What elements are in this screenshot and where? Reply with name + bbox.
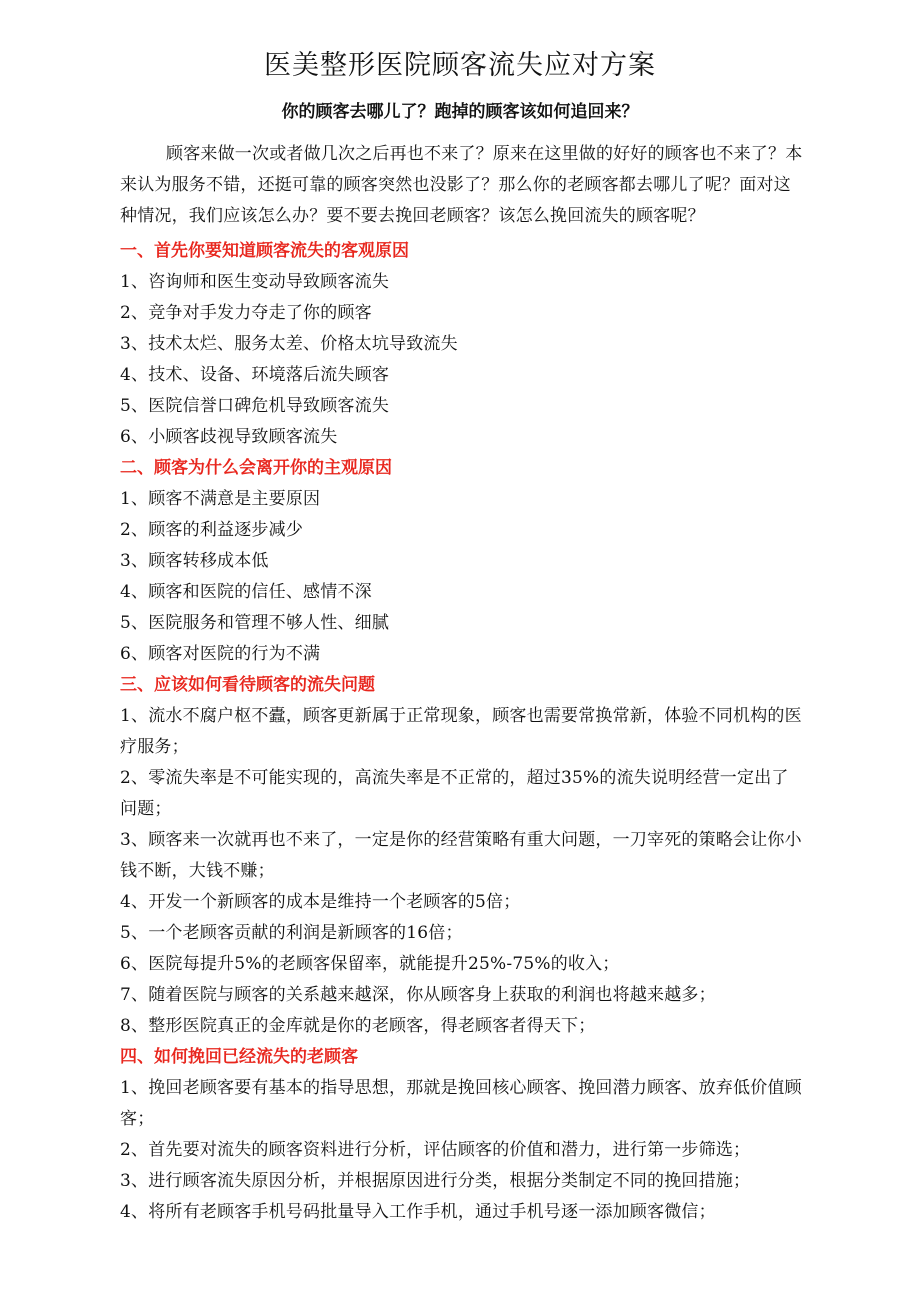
- list-item: 2、零流失率是不可能实现的，高流失率是不正常的，超过35%的流失说明经营一定出了问题；: [120, 768, 789, 819]
- section-win-back-customers: [120, 1042, 804, 1228]
- list-item: 5、一个老顾客贡献的利润是新顾客的16倍；: [120, 923, 463, 943]
- list-item: 8、整形医院真正的金库就是你的老顾客，得老顾客者得天下；: [120, 1016, 596, 1036]
- list-item: 6、医院每提升5%的老顾客保留率，就能提升25%-75%的收入；: [120, 954, 620, 974]
- list-item: 5、医院服务和管理不够人性、细腻: [120, 613, 390, 633]
- section-heading: 四、如何挽回已经流失的老顾客: [120, 1047, 358, 1067]
- list-item: 2、首先要对流失的顾客资料进行分析，评估顾客的价值和潜力，进行第一步筛选；: [120, 1140, 751, 1160]
- list-item: 6、顾客对医院的行为不满: [120, 644, 321, 664]
- document-body: [120, 139, 804, 1228]
- list-item: 3、顾客来一次就再也不来了，一定是你的经营策略有重大问题，一刀宰死的策略会让你小钱不断，大钱不赚；: [120, 830, 802, 881]
- intro-paragraph: 顾客来做一次或者做几次之后再也不来了？原来在这里做的好好的顾客也不来了？本来认为服务不错，还挺可靠的顾客突然也没影了？那么你的老顾客都去哪儿了呢？面对这种情况，我们应该怎么办？要不要去挽回老顾客？该怎么挽回流失的顾客呢？: [120, 144, 803, 226]
- list-item: 4、开发一个新顾客的成本是维持一个老顾客的5倍；: [120, 892, 521, 912]
- list-item: 2、顾客的利益逐步减少: [120, 520, 304, 540]
- list-item: 3、进行顾客流失原因分析，并根据原因进行分类，根据分类制定不同的挽回措施；: [120, 1171, 751, 1191]
- list-item: 3、顾客转移成本低: [120, 551, 269, 571]
- section-heading: 一、首先你要知道顾客流失的客观原因: [120, 241, 409, 261]
- document-subtitle: 你的顾客去哪儿了？跑掉的顾客该如何追回来？: [281, 102, 639, 122]
- document-title: 医美整形医院顾客流失应对方案: [264, 50, 656, 81]
- list-item: 4、将所有老顾客手机号码批量导入工作手机，通过手机号逐一添加顾客微信；: [120, 1202, 716, 1222]
- list-item: 5、医院信誉口碑危机导致顾客流失: [120, 396, 390, 416]
- list-item: 4、顾客和医院的信任、感情不深: [120, 582, 372, 602]
- list-item: 1、挽回老顾客要有基本的指导思想，那就是挽回核心顾客、挽回潜力顾客、放弃低价值顾客；: [120, 1078, 802, 1129]
- section-heading: 三、应该如何看待顾客的流失问题: [120, 675, 375, 695]
- list-item: 2、竞争对手发力夺走了你的顾客: [120, 303, 372, 323]
- section-subjective-causes: [120, 453, 804, 670]
- list-item: 1、流水不腐户枢不蠹，顾客更新属于正常现象，顾客也需要常换常新，体验不同机构的医疗服务；: [120, 706, 802, 757]
- list-item: 3、技术太烂、服务太差、价格太坑导致流失: [120, 334, 458, 354]
- section-heading: 二、顾客为什么会离开你的主观原因: [120, 458, 392, 478]
- list-item: 1、咨询师和医生变动导致顾客流失: [120, 272, 390, 292]
- list-item: 7、随着医院与顾客的关系越来越深，你从顾客身上获取的利润也将越来越多；: [120, 985, 716, 1005]
- list-item: 4、技术、设备、环境落后流失顾客: [120, 365, 390, 385]
- list-item: 6、小顾客歧视导致顾客流失: [120, 427, 338, 447]
- list-item: 1、顾客不满意是主要原因: [120, 489, 321, 509]
- section-how-to-view-churn: [120, 670, 804, 1042]
- section-objective-causes: [120, 236, 804, 453]
